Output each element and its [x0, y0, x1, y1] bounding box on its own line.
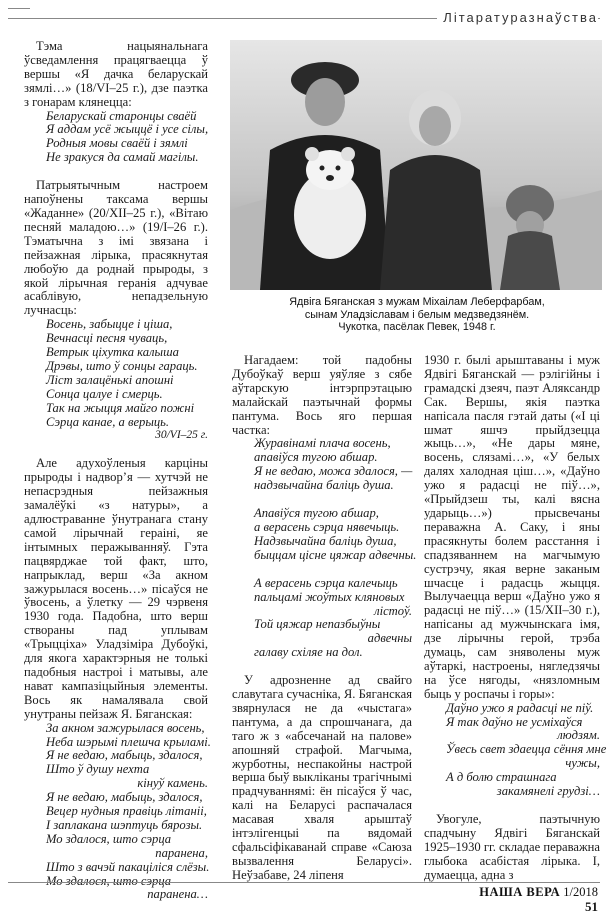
verse-line: Журавінамі плача восень, — [254, 436, 391, 451]
verse-line: Беларускай старонцы сваёй — [46, 108, 197, 123]
archival-photo — [230, 40, 602, 290]
verse-line: паранена, — [155, 845, 208, 860]
verse-line: Даўно ужо я радасці не піў. — [446, 700, 594, 715]
verse — [24, 110, 208, 166]
footer-rule — [8, 882, 600, 883]
page-number: 51 — [585, 899, 598, 914]
verse-line: А верасень сэрца калечыць — [254, 575, 398, 590]
verse-line: быццам цісне цяжар адвечны. — [254, 547, 417, 562]
verse-line: Я аддам усё жыццё і усе сілы, — [46, 122, 209, 137]
verse-line: Я не ведаю, мабыць, здалося, — [46, 748, 203, 763]
caption-line: Чукотка, пасёлак Певек, 1948 г. — [338, 321, 496, 334]
verse-line: Апавіўся тугою абшар, — [254, 506, 379, 521]
verse-line: паранена… — [147, 887, 208, 902]
verse-line: А д болю страшнага — [446, 770, 557, 785]
paragraph: У адрозненне ад свайго славутага сучасніка, Я. Бяганская звярнулася не да «чыстага» пантума, а да спрошчанага, да таго ж з «абсечанай на палове» апошняй страфой. Магчыма, журботны, неспакойны настрой верша быў выкліканы трагічнымі прадчуваннямі: ён пісаўся ў час, калі на Беларусі распачалася масавая хваля арыштаў інтэлігенцыі па вядомай сфальсіфікаванай справе «Саюза вызвалення Беларусі». Неўзабаве, 24 ліпеня — [232, 673, 412, 882]
verse — [232, 506, 417, 563]
photo-illustration — [230, 40, 602, 290]
paragraph: Увогуле, паэтычную спадчыну Ядвігі Бяганскай 1925–1930 гг. складае пераважна глыбока асабістая лірыка. І, думаецца, адна з — [424, 812, 600, 882]
verse-line: Дрэвы, што ў сонцы гараць. — [46, 358, 198, 373]
verse-line: Ўвесь свет здаецца сёння мне — [446, 742, 607, 757]
verse — [24, 318, 208, 429]
journal-title: НАША ВЕРА — [479, 885, 561, 899]
verse-line: Мо здалося, што сэрца — [46, 873, 172, 888]
verse-line: галаву схіляе на дол. — [254, 645, 363, 660]
verse-line: Вечнасці песня чуваць, — [46, 331, 168, 346]
photo-caption — [232, 296, 602, 334]
verse-line: закамянелі грудзі… — [496, 784, 600, 799]
verse-line: чужы, — [565, 756, 600, 771]
verse-line: Я не ведаю, мабыць, здалося, — [46, 790, 203, 805]
verse-line: Надзвычайна баліць душа, — [254, 533, 397, 548]
paragraph: Нагадаем: той падобны Дубоўкаў верш уяўляе з сябе аўтарскую інтэрпрэтацыю малайскай паэтычнай формы пантума. Вось яго першая частка: — [232, 353, 412, 437]
header-rule-left — [8, 8, 30, 9]
paragraph: 1930 г. былі арыштаваны і муж Ядвігі Бяганскай — рэлігійны і грамадскі дзеяч, паэт Аляксандр Сак. Вершы, якія паэтка напісала пасля гэтай даты («І ці шмат яшчэ прыйдзецца жыць…», «Не дары мяне, восень, слязамі…», «У белых далях халодная ціш…», «Даўно ужо я радасці не піў…», «Прыйдзеш ты, калі вясна ударыць…») прысвечаны пераважна А. Саку, і яны прасякнуты болем расстання і спадзяваннем на магчымую сустрэчу, якая верне заканым шчасце і радасць жыцця. Вылучаецца верш «Даўно ужо я радасці не піў…» (15/XII–30 г.), напісаны ад мужчынскага імя, дзе лірычны герой, трэба думаць, сам зняволены муж аўтаркі, настроены, нягледзячы на ўсе нягоды, «нязломным быць у роспачы і горы»: — [424, 353, 600, 701]
verse-line: лістоў. — [374, 603, 412, 618]
verse-line: Сэрца канае, а верыць. — [46, 414, 170, 429]
verse-line: Я так даўно не усміхаўся — [446, 714, 583, 729]
verse-line: Што ў душу нехта — [46, 762, 150, 777]
paragraph: Тэма нацыянальнага ўсведамлення працягваецца ў вершы «Я дачка беларускай зямлі…» (18/VI–25 г.), дзе паэтка з гонарам клянецца: — [24, 39, 208, 109]
verse-line: Я не ведаю, можа здалося, — — [254, 464, 413, 479]
verse-line: Так на жыцця майго пожні — [46, 400, 195, 415]
verse-line: Ветрык ціхутка калыша — [46, 345, 179, 360]
journal-issue: 1/2018 — [563, 885, 598, 899]
verse — [24, 720, 211, 903]
verse-line: Вецер нудныя правіць літаніі, — [46, 804, 207, 819]
verse-line: І заплакана шэптуць бярозы. — [46, 817, 203, 832]
verse-line: Сонца цалуе і смерць. — [46, 386, 163, 401]
text-column-1 — [24, 39, 211, 902]
verse-line: Ліст залацёнькі апошні — [46, 372, 174, 387]
verse-line: а верасень сэрца нявечыць. — [254, 519, 400, 534]
section-title: Літаратуразнаўства — [437, 10, 598, 25]
verse-line: Неба шэрымі плешча крыламі. — [46, 734, 211, 749]
verse — [424, 700, 607, 799]
verse-line: адвечны — [367, 631, 412, 646]
verse-line: За акном зажурылася восень, — [46, 720, 205, 735]
verse-line: Не зракуся да самай магілы. — [46, 150, 199, 165]
verse-line: людзям. — [557, 728, 600, 743]
caption-line: Ядвіга Бяганская з мужам Міхаілам Леберфарбам, — [289, 296, 545, 308]
verse-line: Той цяжар непазбыўны — [254, 617, 381, 632]
verse-line: пальцамі жоўтых кляновых — [254, 589, 405, 604]
verse-line: Што з вачэй пакаціліся слёзы. — [46, 859, 210, 874]
caption-line: сынам Уладзіславам і белым медзведзянём. — [304, 308, 530, 321]
verse — [232, 577, 412, 660]
verse-line: надзвычайна баліць душа. — [254, 478, 394, 493]
verse-line: кінуў камень. — [137, 776, 208, 791]
paragraph: Патрыятычным настроем напоўнены таксама вершы «Жаданне» (20/XII–25 г.), «Вітаю песняй маладою…» (19/I–26 г.). Тэматычна з імі звязана і пейзажная лірыка, прасякнутая любоўю да роднай прыроды, з якой лірычная геранія адчувае асаблівую, непадзельную лучнасць: — [24, 178, 208, 318]
verse-line: апавіўся тугою абшар. — [254, 450, 378, 465]
verse-line: Мо здалося, што сэрца — [46, 831, 172, 846]
text-column-2 — [232, 353, 417, 883]
journal-name — [479, 885, 598, 900]
verse — [232, 437, 412, 493]
text-column-3 — [424, 353, 607, 883]
paragraph: Але адухоўленыя карціны прыроды і надвор’я — хутчэй не непасрэдныя пейзажныя замалёўкі «з натуры», а адлюстраванне ўнутранага стану самой лірычнай гераіні, яе інтымных перажыванняў. Гэта пацвярджае той факт, што, напрыклад, верш «За акном зажурылася восень…» пісаўся не ўвосень, а ўлетку — 29 чэрвеня 1930 года. Падобна, што верш створаны пад уплывам «Трыцціха» Уладзіміра Дубоўкі, для якога характэрныя не толькі падобныя настроі і матывы, але нават кампазіцыйныя элементы. Вось як намалявала свой унутраны пейзаж Я. Бяганская: — [24, 456, 208, 721]
verse-line: Родныя мовы сваёй і зямлі — [46, 136, 188, 151]
verse-line: Восень, забыцце і ціша, — [46, 317, 173, 332]
poem-date: 30/VI–25 г. — [155, 429, 208, 442]
